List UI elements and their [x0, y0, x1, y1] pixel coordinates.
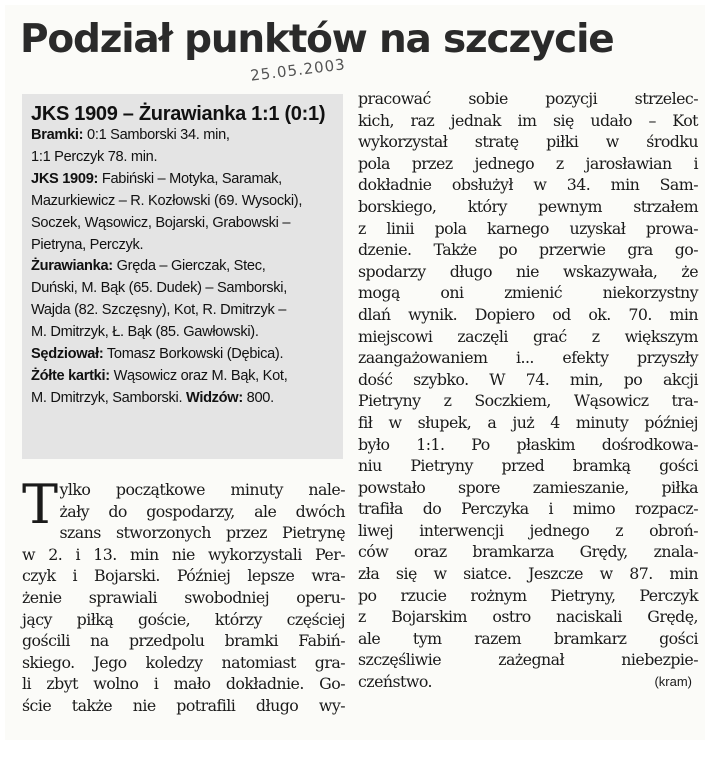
- newspaper-clipping: [5, 5, 705, 740]
- article-line-text: mogą oni zmienić niekorzystny: [358, 283, 698, 303]
- article-line-text: dlań wynik. Dopiero od ok. 70. min: [358, 304, 698, 324]
- headline: Podział punktów na szczycie: [20, 17, 614, 62]
- stats-line: [31, 235, 335, 257]
- article-line-text: ście także nie potrafili długo wy-: [22, 695, 345, 715]
- article-line: [358, 347, 698, 369]
- stats-line: [31, 344, 335, 366]
- article-line-text: zaangażowaniem i... efekty przyszły: [358, 348, 698, 368]
- byline: (kram): [654, 674, 692, 690]
- stats-line: [31, 125, 335, 147]
- article-line-text: gościli na przedpolu bramki Fabiń-: [22, 631, 345, 651]
- article-line-text: czeństwo.: [358, 672, 432, 692]
- stats-line: [31, 191, 335, 213]
- article-line: [358, 174, 698, 196]
- article-line: [358, 498, 698, 520]
- article-line-text: wykorzystał stratę piłki w środku: [358, 132, 698, 152]
- stats-text: Pietryna, Perczyk.: [31, 236, 144, 253]
- article-line: [358, 585, 698, 607]
- article-line: [358, 649, 698, 671]
- stats-text: Fabiński – Motyka, Saramak,: [98, 170, 282, 187]
- stats-text: Tomasz Borkowski (Dębica).: [103, 346, 284, 363]
- article-line: [22, 565, 345, 587]
- article-line-text: dokładnie obsłużył w 34. min Sam-: [358, 175, 698, 195]
- article-line: [358, 520, 698, 542]
- article-line-text: szans stworzonych przez Pietrynę: [59, 523, 345, 543]
- stats-line: [31, 300, 335, 322]
- stats-label: Bramki:: [31, 127, 84, 143]
- stats-text: Soczek, Wąsowicz, Bojarski, Grabowski –: [31, 214, 291, 231]
- article-line-text: z Bojarskim ostro naciskali Grędę,: [358, 607, 698, 627]
- article-line: [358, 326, 698, 348]
- stats-line: [31, 388, 335, 410]
- article-line-text: miejscowi zaczęli grać z większym: [358, 326, 698, 346]
- drop-cap: T: [22, 473, 58, 536]
- handwritten-date: 25.05.2003: [249, 55, 347, 85]
- article-line: [358, 131, 698, 153]
- article-line: [358, 369, 698, 391]
- match-result: JKS 1909 – Żurawianka 1:1 (0:1): [31, 103, 326, 125]
- article-line: [22, 609, 345, 631]
- article-line-text: pracować sobie pozycji strzelec-: [358, 89, 698, 108]
- article-line: [358, 239, 698, 261]
- article-line-text: w 2. i 13. min nie wykorzystali Per-: [22, 544, 345, 564]
- stats-line: [31, 213, 335, 235]
- article-column-right: [358, 88, 698, 693]
- article-line-text: ylko początkowe minuty nale-: [59, 480, 345, 499]
- right-lines: [358, 88, 698, 693]
- article-line: [358, 628, 698, 650]
- article-line-text: skiego. Jego koledzy natomiast gra-: [22, 652, 345, 672]
- article-line-text: liwej interwencji jednego z obroń-: [358, 520, 698, 540]
- article-line: [358, 153, 698, 175]
- article-line: [358, 282, 698, 304]
- article-line: [358, 218, 698, 240]
- stats-label: JKS 1909:: [31, 170, 99, 187]
- stats-lines: [31, 125, 335, 410]
- article-line: [22, 544, 345, 566]
- article-line: [358, 390, 698, 412]
- stats-line: [31, 256, 335, 278]
- article-line: [22, 479, 345, 501]
- article-line-text: fił w słupek, a już 4 minuty później: [358, 412, 698, 432]
- article-line-text: ców oraz bramkarza Grędy, znala-: [358, 542, 698, 562]
- article-line: [358, 455, 698, 477]
- stats-text: 1:1 Perczyk 78. min.: [31, 148, 158, 165]
- article-line-text: żały do gospodarzy, ale dwóch: [59, 501, 345, 521]
- article-line: [358, 304, 698, 326]
- article-line: [358, 671, 698, 693]
- article-line: [22, 652, 345, 674]
- stats-text: Wajda (82. Szczęsny), Kot, R. Dmitrzyk –: [31, 302, 287, 319]
- article-line: [358, 196, 698, 218]
- article-line-text: ale tym razem bramkarz gości: [358, 628, 698, 648]
- stats-text: Mazurkiewicz – R. Kozłowski (69. Wysocki),: [31, 192, 303, 209]
- stats-text: M. Dmitrzyk, Samborski.: [31, 389, 186, 406]
- article-line: [358, 261, 698, 283]
- article-line-text: czyk i Bojarski. Później lepsze wra-: [22, 566, 345, 586]
- spectators-value: 800.: [242, 389, 274, 406]
- stats-text: M. Dmitrzyk, Ł. Bąk (85. Gawłowski).: [31, 324, 259, 341]
- match-stats-box: [22, 94, 343, 459]
- article-line-text: niu Pietryny przed bramką gości: [358, 456, 698, 476]
- stats-label: Żurawianka:: [31, 258, 113, 275]
- article-line: [358, 541, 698, 563]
- article-line-text: po rzucie rożnym Pietryny, Perczyk: [358, 585, 698, 605]
- article-line: [22, 587, 345, 609]
- article-line: [22, 695, 345, 717]
- article-line-text: powstało spore zamieszanie, piłka: [358, 477, 698, 497]
- article-line-text: kich, raz jednak im się udało – Kot: [358, 110, 698, 130]
- article-line: [358, 563, 698, 585]
- stats-line: [31, 278, 335, 300]
- stats-line: [31, 366, 335, 388]
- article-line: [358, 412, 698, 434]
- article-line: [22, 501, 345, 523]
- article-line-text: jący piłką goście, którzy częściej: [22, 609, 345, 629]
- article-line-text: było 1:1. Po płaskim dośrodkowa-: [358, 434, 698, 454]
- article-line-text: li zbyt wolno i mało dokładnie. Go-: [22, 674, 345, 694]
- stats-line: [31, 322, 335, 344]
- article-line-text: pola przez jednego z jarosławian i: [358, 153, 698, 173]
- article-line-text: żenie sprawiali swobodniej operu-: [22, 587, 345, 607]
- article-line-text: spodarzy długo nie wskazywała, że: [358, 261, 698, 281]
- spectators-label: Widzów:: [185, 389, 243, 406]
- article-line-text: dzenie. Także po przerwie gra go-: [358, 240, 698, 260]
- stats-text: Duński, M. Bąk (65. Dudek) – Samborski,: [31, 280, 287, 297]
- stats-text: 0:1 Samborski 34. min,: [83, 127, 230, 143]
- left-lines: [22, 473, 345, 717]
- article-line-text: dość szybko. W 74. min, po akcji: [358, 369, 698, 389]
- article-line-text: Pietryny z Soczkiem, Wąsowicz tra-: [358, 391, 698, 411]
- article-line: [358, 434, 698, 456]
- article-line-text: trafiła do Perczyka i mimo rozpacz-: [358, 499, 698, 519]
- stats-text: Wąsowicz oraz M. Bąk, Kot,: [109, 367, 288, 384]
- stats-line: [31, 169, 335, 191]
- article-line-text: szczęśliwie zażegnał niebezpie-: [358, 650, 698, 670]
- article-line-text: z linii pola karnego uzyskał prowa-: [358, 218, 698, 238]
- article-line: [358, 606, 698, 628]
- article-line: [22, 522, 345, 544]
- stats-label: Żółte kartki:: [31, 367, 110, 384]
- article-line: [358, 477, 698, 499]
- article-line-text: zła się w siatce. Jeszcze w 87. min: [358, 564, 698, 584]
- stats-text: Gręda – Gierczak, Stec,: [112, 258, 266, 275]
- article-line: [22, 630, 345, 652]
- stats-label: Sędziował:: [31, 346, 104, 363]
- article-line-text: borskiego, który pewnym strzałem: [358, 196, 698, 216]
- stats-line: [31, 147, 335, 169]
- article-column-left: [22, 473, 345, 717]
- article-line: [358, 88, 698, 110]
- article-line: [358, 110, 698, 132]
- article-line: [22, 673, 345, 695]
